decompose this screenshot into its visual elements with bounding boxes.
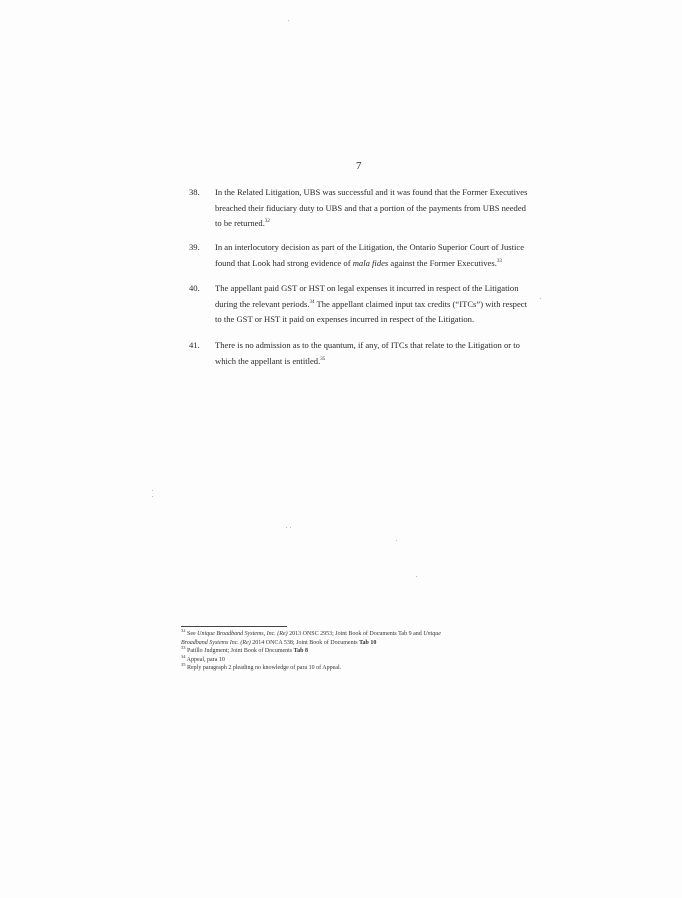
scan-speck [540, 298, 541, 299]
case-name: Broadband Systems Inc. (Re) [181, 639, 251, 646]
scan-speck [288, 20, 289, 21]
text-line: In an interlocutory decision as part of the Litigation, the Ontario Superior Court of Justice [215, 242, 525, 252]
footnote-number: 35 [181, 662, 186, 668]
footnote-number: 34 [181, 653, 186, 659]
paragraph-number: 41. [189, 340, 200, 350]
text-line: The appellant paid GST or HST on legal expenses it incurred in respect of the Litigation [215, 283, 519, 293]
footnote-number: 33 [181, 645, 186, 651]
footnote-divider [181, 626, 287, 627]
text-segment: during the relevant periods. [215, 298, 310, 309]
footnote-34 [181, 653, 526, 668]
footnote-text: 2014 ONCA 538; Joint Book of Documents [250, 639, 360, 646]
text-line: to the GST or HST it paid on expenses incurred in respect of the Litigation. [215, 314, 475, 324]
scan-speck [152, 490, 153, 491]
footnote-text: See [185, 631, 198, 637]
text-segment: to be returned. [215, 218, 265, 228]
text-line: There is no admission as to the quantum, if any, of ITCs that relate to the Litigation or to [215, 340, 520, 350]
footnote-ref: 34 [309, 299, 315, 305]
case-name: Unique [423, 631, 441, 637]
text-line: In the Related Litigation, UBS was successful and it was found that the Former Executives [215, 187, 528, 197]
footnote-text: 2013 ONSC 2953; Joint Book of Documents Tab 9 and [287, 631, 424, 637]
footnote-35 [181, 664, 526, 673]
italic-term: mala fides [352, 257, 389, 268]
footnote-text: Reply paragraph 2 pleading no knowledge of para 10 of Appeal. [185, 665, 342, 672]
footnote-32 [181, 630, 526, 639]
scan-speck [152, 496, 153, 497]
paragraph-number: 38. [189, 187, 200, 197]
page-number: 7 [356, 160, 362, 172]
footnote-ref: 33 [496, 258, 502, 264]
tab-reference: Tab 8 [293, 648, 308, 655]
scan-speck [286, 527, 287, 528]
footnote-ref: 35 [320, 356, 326, 362]
scan-speck [290, 527, 291, 528]
paragraph-number: 40. [189, 283, 200, 293]
paragraph-text [215, 281, 530, 328]
paragraph-text [215, 240, 530, 271]
footnotes [181, 630, 526, 673]
text-line: breached their fiduciary duty to UBS and that a portion of the payments from UBS needed [215, 202, 526, 213]
footnote-number: 32 [181, 628, 186, 633]
text-line [215, 354, 530, 370]
footnote-ref: 32 [264, 219, 270, 225]
footnote-33 [181, 647, 526, 656]
text-segment: The appellant claimed input tax credits (“ITCs”) with respect [314, 298, 527, 309]
case-name: Unique Broadband Systems, Inc. (Re) [197, 631, 288, 637]
paragraph-text [215, 338, 530, 369]
text-line [215, 256, 530, 272]
text-segment: found that Look had strong evidence of [215, 257, 353, 268]
text-line [215, 297, 530, 313]
footnote-32-cont [181, 639, 526, 651]
scan-speck [416, 576, 417, 577]
footnote-text: Patillo Judgment; Joint Book of Documents [185, 648, 294, 655]
text-segment: against the Former Executives. [388, 257, 497, 268]
paragraph-text [215, 185, 530, 232]
text-segment: which the appellant is entitled. [215, 355, 321, 366]
footnote-text: Appeal, para 10 [185, 656, 225, 663]
paragraph-number: 39. [189, 242, 200, 252]
text-line [215, 216, 530, 232]
tab-reference: Tab 10 [359, 639, 377, 646]
scan-speck [396, 540, 397, 541]
